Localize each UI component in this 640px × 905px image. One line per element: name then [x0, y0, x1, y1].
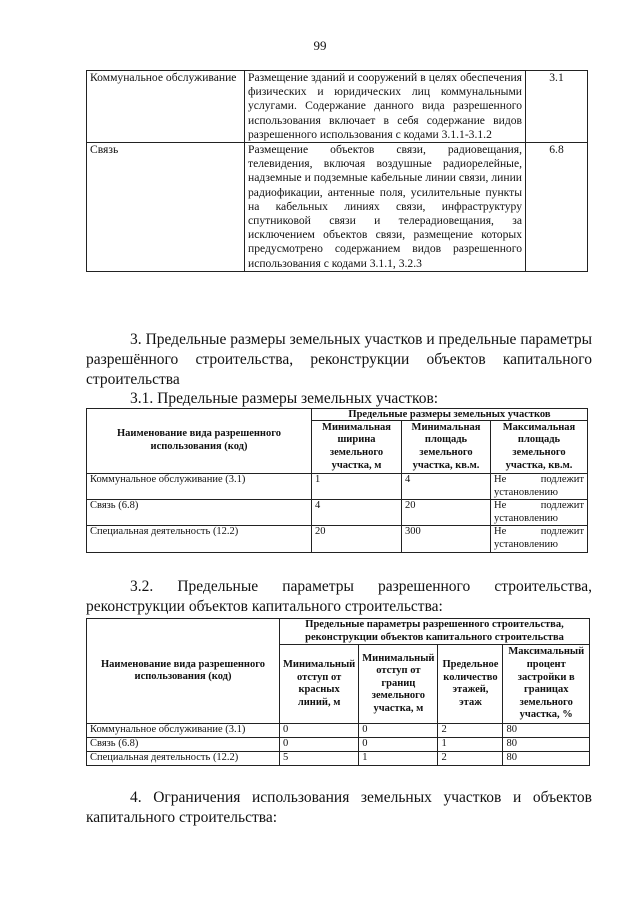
coverage-cell: 80: [503, 738, 590, 752]
use-type-code: 6.8: [526, 143, 588, 272]
land-use-types-table: [86, 70, 588, 272]
use-name-cell: Коммунальное обслуживание (3.1): [87, 474, 312, 500]
red-lines-cell: 0: [280, 738, 359, 752]
column-header-use-name: Наименование вида разрешенного использования (код): [87, 409, 312, 474]
min-width-cell: 4: [312, 500, 402, 526]
table-row: [87, 71, 588, 143]
section-3-1-heading: 3.1. Предельные размеры земельных участков:: [130, 390, 439, 407]
page-number: 99: [313, 38, 327, 53]
min-area-cell: 300: [402, 526, 491, 552]
plot-size-limits-table: [86, 408, 588, 553]
red-lines-cell: 0: [280, 724, 359, 738]
construction-parameters-table: [86, 618, 590, 766]
column-group-header: Предельные параметры разрешенного строительства, реконструкции объектов капитального строительства: [280, 619, 590, 645]
use-name-cell: Специальная деятельность (12.2): [87, 752, 280, 766]
section-3-heading: 3. Предельные размеры земельных участков и предельные параметры разрешённого строительства, реконструкции объектов капитального строительства: [86, 331, 592, 388]
table-row: [87, 500, 588, 526]
min-width-cell: 1: [312, 474, 402, 500]
max-area-cell: Не подлежит установлению: [491, 526, 588, 552]
column-header-red-lines: Минимальный отступ от красных линий, м: [280, 645, 359, 724]
use-type-name: Связь: [87, 143, 245, 272]
max-area-cell: Не подлежит установлению: [491, 474, 588, 500]
use-type-code: 3.1: [526, 71, 588, 143]
min-area-cell: 20: [402, 500, 491, 526]
column-header-use-name: Наименование вида разрешенного использования (код): [87, 619, 280, 724]
table-row: [87, 738, 590, 752]
table-row: [87, 724, 590, 738]
floors-cell: 2: [438, 752, 503, 766]
red-lines-cell: 5: [280, 752, 359, 766]
section-4-heading: 4. Ограничения использования земельных участков и объектов капитального строительства:: [86, 789, 592, 826]
table-row: [87, 474, 588, 500]
min-width-cell: 20: [312, 526, 402, 552]
section-3-2-heading: 3.2. Предельные параметры разрешенного строительства, реконструкции объектов капитального строительства:: [86, 578, 592, 615]
column-header-coverage: Максимальный процент застройки в границах земельного участка, %: [503, 645, 590, 724]
use-type-description: Размещение объектов связи, радиовещания, телевидения, включая воздушные радиорелейные, надземные и подземные кабельные линии связи, линии радиофикации, антенные поля, усилительные пункты на кабельных линиях связи, инфраструктуру спутниковой связи и телерадиовещания, за исключением объектов связи, размещение которых предусмотрено содержанием видов разрешенного использования с кодами 3.1.1, 3.2.3: [245, 143, 526, 272]
column-header-floors: Предельное количество этажей, этаж: [438, 645, 503, 724]
use-name-cell: Коммунальное обслуживание (3.1): [87, 724, 280, 738]
use-name-cell: Связь (6.8): [87, 500, 312, 526]
use-name-cell: Специальная деятельность (12.2): [87, 526, 312, 552]
table-row: [87, 143, 588, 272]
column-header-min-area: Минимальная площадь земельного участка, кв.м.: [402, 421, 491, 474]
table-row: [87, 526, 588, 552]
floors-cell: 1: [438, 738, 503, 752]
column-group-header: Предельные размеры земельных участков: [312, 409, 588, 421]
max-area-cell: Не подлежит установлению: [491, 500, 588, 526]
use-type-description: Размещение зданий и сооружений в целях обеспечения физических и юридических лиц коммунальными услугами. Содержание данного вида разрешенного использования включает в себя содержание видов разрешенного использования с кодами 3.1.1-3.1.2: [245, 71, 526, 143]
column-header-max-area: Максимальная площадь земельного участка, кв.м.: [491, 421, 588, 474]
boundaries-cell: 0: [359, 724, 438, 738]
column-header-boundaries: Минимальный отступ от границ земельного участка, м: [359, 645, 438, 724]
boundaries-cell: 1: [359, 752, 438, 766]
boundaries-cell: 0: [359, 738, 438, 752]
floors-cell: 2: [438, 724, 503, 738]
use-type-name: Коммунальное обслуживание: [87, 71, 245, 143]
table-row: [87, 752, 590, 766]
min-area-cell: 4: [402, 474, 491, 500]
coverage-cell: 80: [503, 724, 590, 738]
use-name-cell: Связь (6.8): [87, 738, 280, 752]
coverage-cell: 80: [503, 752, 590, 766]
column-header-min-width: Минимальная ширина земельного участка, м: [312, 421, 402, 474]
